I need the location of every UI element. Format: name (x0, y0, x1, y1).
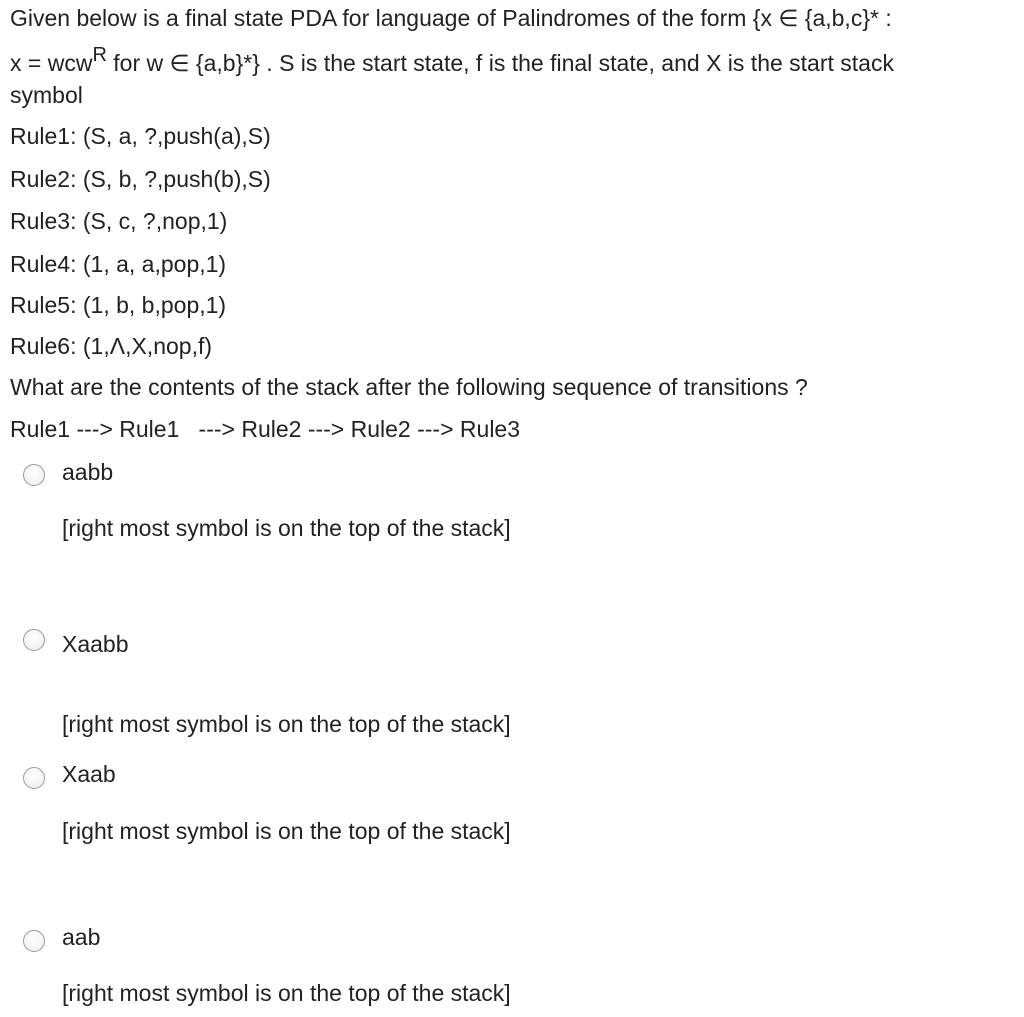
question-line-3: symbol (10, 82, 83, 108)
option-4-label: aab (62, 924, 101, 950)
radio-button-2[interactable] (23, 629, 45, 651)
option-2-note: [right most symbol is on the top of the stack] (62, 711, 511, 737)
rule-6: Rule6: (1,Λ,X,nop,f) (10, 333, 213, 359)
question-prompt: What are the contents of the stack after the following sequence of transitions ? (10, 374, 808, 400)
radio-button-3[interactable] (23, 767, 45, 789)
option-3-label: Xaab (62, 761, 116, 787)
option-3-note: [right most symbol is on the top of the stack] (62, 818, 511, 844)
question-line-2 (10, 44, 894, 80)
rule-1: Rule1: (S, a, ?,push(a),S) (10, 123, 271, 149)
option-2-label: Xaabb (62, 631, 129, 657)
radio-button-1[interactable] (23, 464, 45, 486)
transition-sequence: Rule1 ---> Rule1 ---> Rule2 ---> Rule2 ---> Rule3 (10, 416, 521, 442)
reverse-superscript: R (92, 44, 107, 66)
option-1-label: aabb (62, 459, 114, 485)
radio-button-4[interactable] (23, 930, 45, 952)
option-1-note: [right most symbol is on the top of the stack] (62, 515, 511, 541)
rule-4: Rule4: (1, a, a,pop,1) (10, 251, 227, 277)
language-definition-start: x = wcw (10, 50, 93, 76)
option-4-note: [right most symbol is on the top of the stack] (62, 980, 511, 1006)
rule-2: Rule2: (S, b, ?,push(b),S) (10, 166, 271, 192)
rule-3: Rule3: (S, c, ?,nop,1) (10, 208, 228, 234)
rule-5: Rule5: (1, b, b,pop,1) (10, 292, 227, 318)
question-line-1: Given below is a final state PDA for language of Palindromes of the form {x ∈ {a,b,c}* : (10, 5, 892, 31)
language-definition-end: for w ∈ {a,b}*} . S is the start state, f is the final state, and X is the start stack (106, 50, 894, 76)
